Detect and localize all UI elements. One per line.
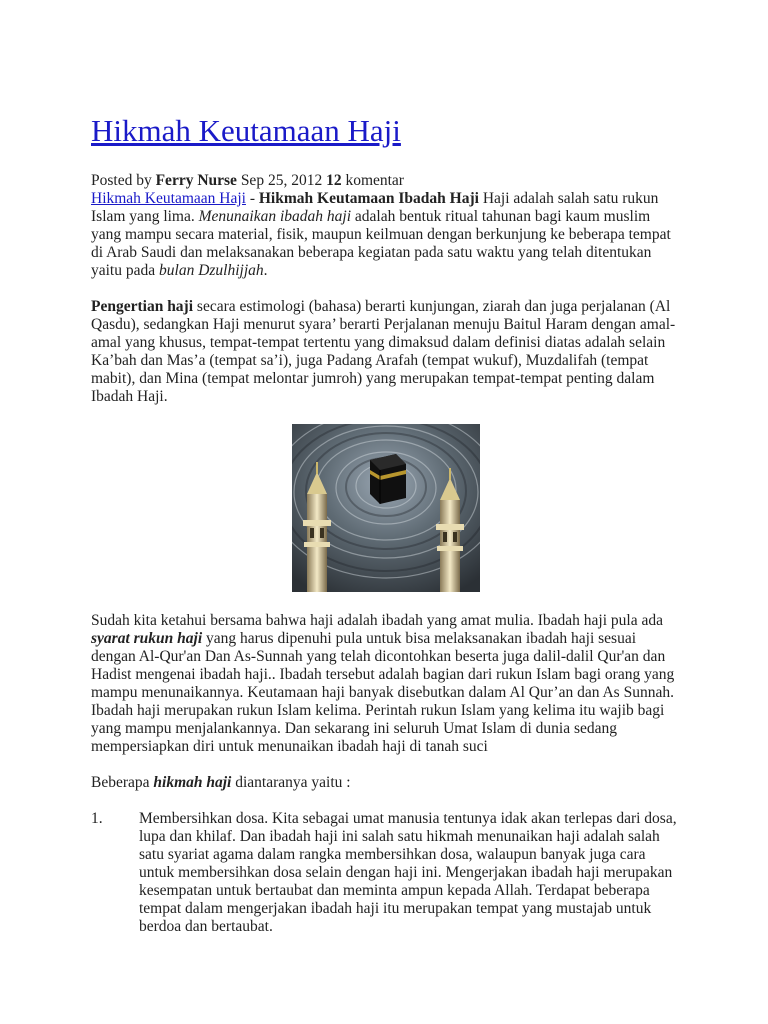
list-item-number: 1. — [91, 810, 103, 827]
posted-by-label: Posted by — [91, 172, 152, 189]
comment-count: 12 — [326, 172, 342, 189]
comment-label: komentar — [345, 172, 404, 189]
sudah-text-2: yang harus dipenuhi pula untuk bisa melaksanakan ibadah haji sesuai dengan Al-Qur'an Dan As-Sunnah yang telah dicontohkan beserta juga dalil-dalil Qur'an dan Hadist mengenai ibadah haji.. Ibadah tersebut adalah bagian dari rukun Islam bagi orang yang mampu menunaikannya. Keutamaan haji banyak disebutkan dalam Al Qur’an dan As Sunnah. Ibadah haji merupakan rukun Islam kelima. Perintah rukun Islam yang kelima itu wajib bagi yang mampu menjalankannya. Dan sekarang ini seluruh Umat Islam di dunia sedang mempersiapkan diri untuk menunaikan ibadah haji di tanah suci — [91, 630, 675, 755]
intro-text-2: adalah bentuk ritual tahunan bagi kaum muslim yang mampu secara material, fisik, maupun keilmuan dengan berkunjung ke beberapa tempat di Arab Saudi dan melaksanakan beberapa kegiatan pada satu waktu yang telah ditentukan yaitu pada — [91, 208, 671, 279]
sudah-text-1: Sudah kita ketahui bersama bahwa haji adalah ibadah yang amat mulia. Ibadah haji pula ada — [91, 612, 663, 629]
beberapa-text-2: diantaranya yaitu : — [231, 774, 351, 791]
article-title-link[interactable]: Hikmah Keutamaan Haji — [91, 113, 401, 148]
intro-paragraph — [91, 190, 681, 280]
intro-italic-1: Menunaikan ibadah haji — [198, 208, 352, 225]
list-item-text: Membersihkan dosa. Kita sebagai umat manusia tentunya idak akan terlepas dari dosa, lupa dan khilaf. Dan ibadah haji ini salah satu hikmah menunaikan haji adalah salah satu syariat agama dalam rangka membersihkan dosa, walaupun banyak juga cara untuk membersihkan dosa selain dengan haji ini. Mengerjakan ibadah haji merupakan kesempatan untuk bertaubat dan meminta ampun kepada Allah. Terdapat beberapa tempat dalam mengerjakan ibadah haji itu merupakan tempat yang mustajab untuk berdoa dan bertaubat. — [139, 810, 677, 935]
beberapa-paragraph — [91, 774, 681, 792]
intro-text-3: . — [263, 262, 268, 279]
intro-italic-2: bulan Dzulhijjah — [159, 262, 264, 279]
pengertian-paragraph — [91, 298, 681, 406]
hikmah-list — [91, 810, 681, 936]
post-date: Sep 25, 2012 — [240, 172, 323, 189]
intro-dash: - — [245, 190, 259, 207]
intro-text-1: Haji adalah salah satu rukun Islam yang lima. — [91, 190, 659, 225]
list-item — [91, 810, 681, 936]
intro-bold: Hikmah Keutamaan Ibadah Haji — [258, 190, 479, 207]
article — [91, 112, 681, 936]
sudah-paragraph — [91, 612, 681, 756]
post-meta — [91, 172, 681, 190]
pengertian-bold: Pengertian haji — [91, 298, 194, 315]
syarat-rukun-haji: syarat rukun haji — [91, 630, 203, 647]
beberapa-text-1: Beberapa — [91, 774, 154, 791]
hikmah-haji: hikmah haji — [153, 774, 232, 791]
author-name: Ferry Nurse — [155, 172, 237, 189]
kaaba-photo — [292, 424, 480, 592]
article-title — [91, 112, 681, 150]
intro-link[interactable]: Hikmah Keutamaan Haji — [91, 190, 246, 207]
pengertian-text: secara estimologi (bahasa) berarti kunjungan, ziarah dan juga perjalanan (Al Qasdu), sedangkan Haji menurut syara’ berarti Perjalanan menuju Baitul Haram dengan amal-amal yang khusus, tempat-tempat tertentu yang dimaksud dalam definisi diatas adalah selain Ka’bah dan Mas’a (tempat sa’i), juga Padang Arafah (tempat wukuf), Muzdalifah (tempat mabit), dan Mina (tempat melontar jumroh) yang merupakan tempat-tempat penting dalam Ibadah Haji. — [91, 298, 676, 405]
